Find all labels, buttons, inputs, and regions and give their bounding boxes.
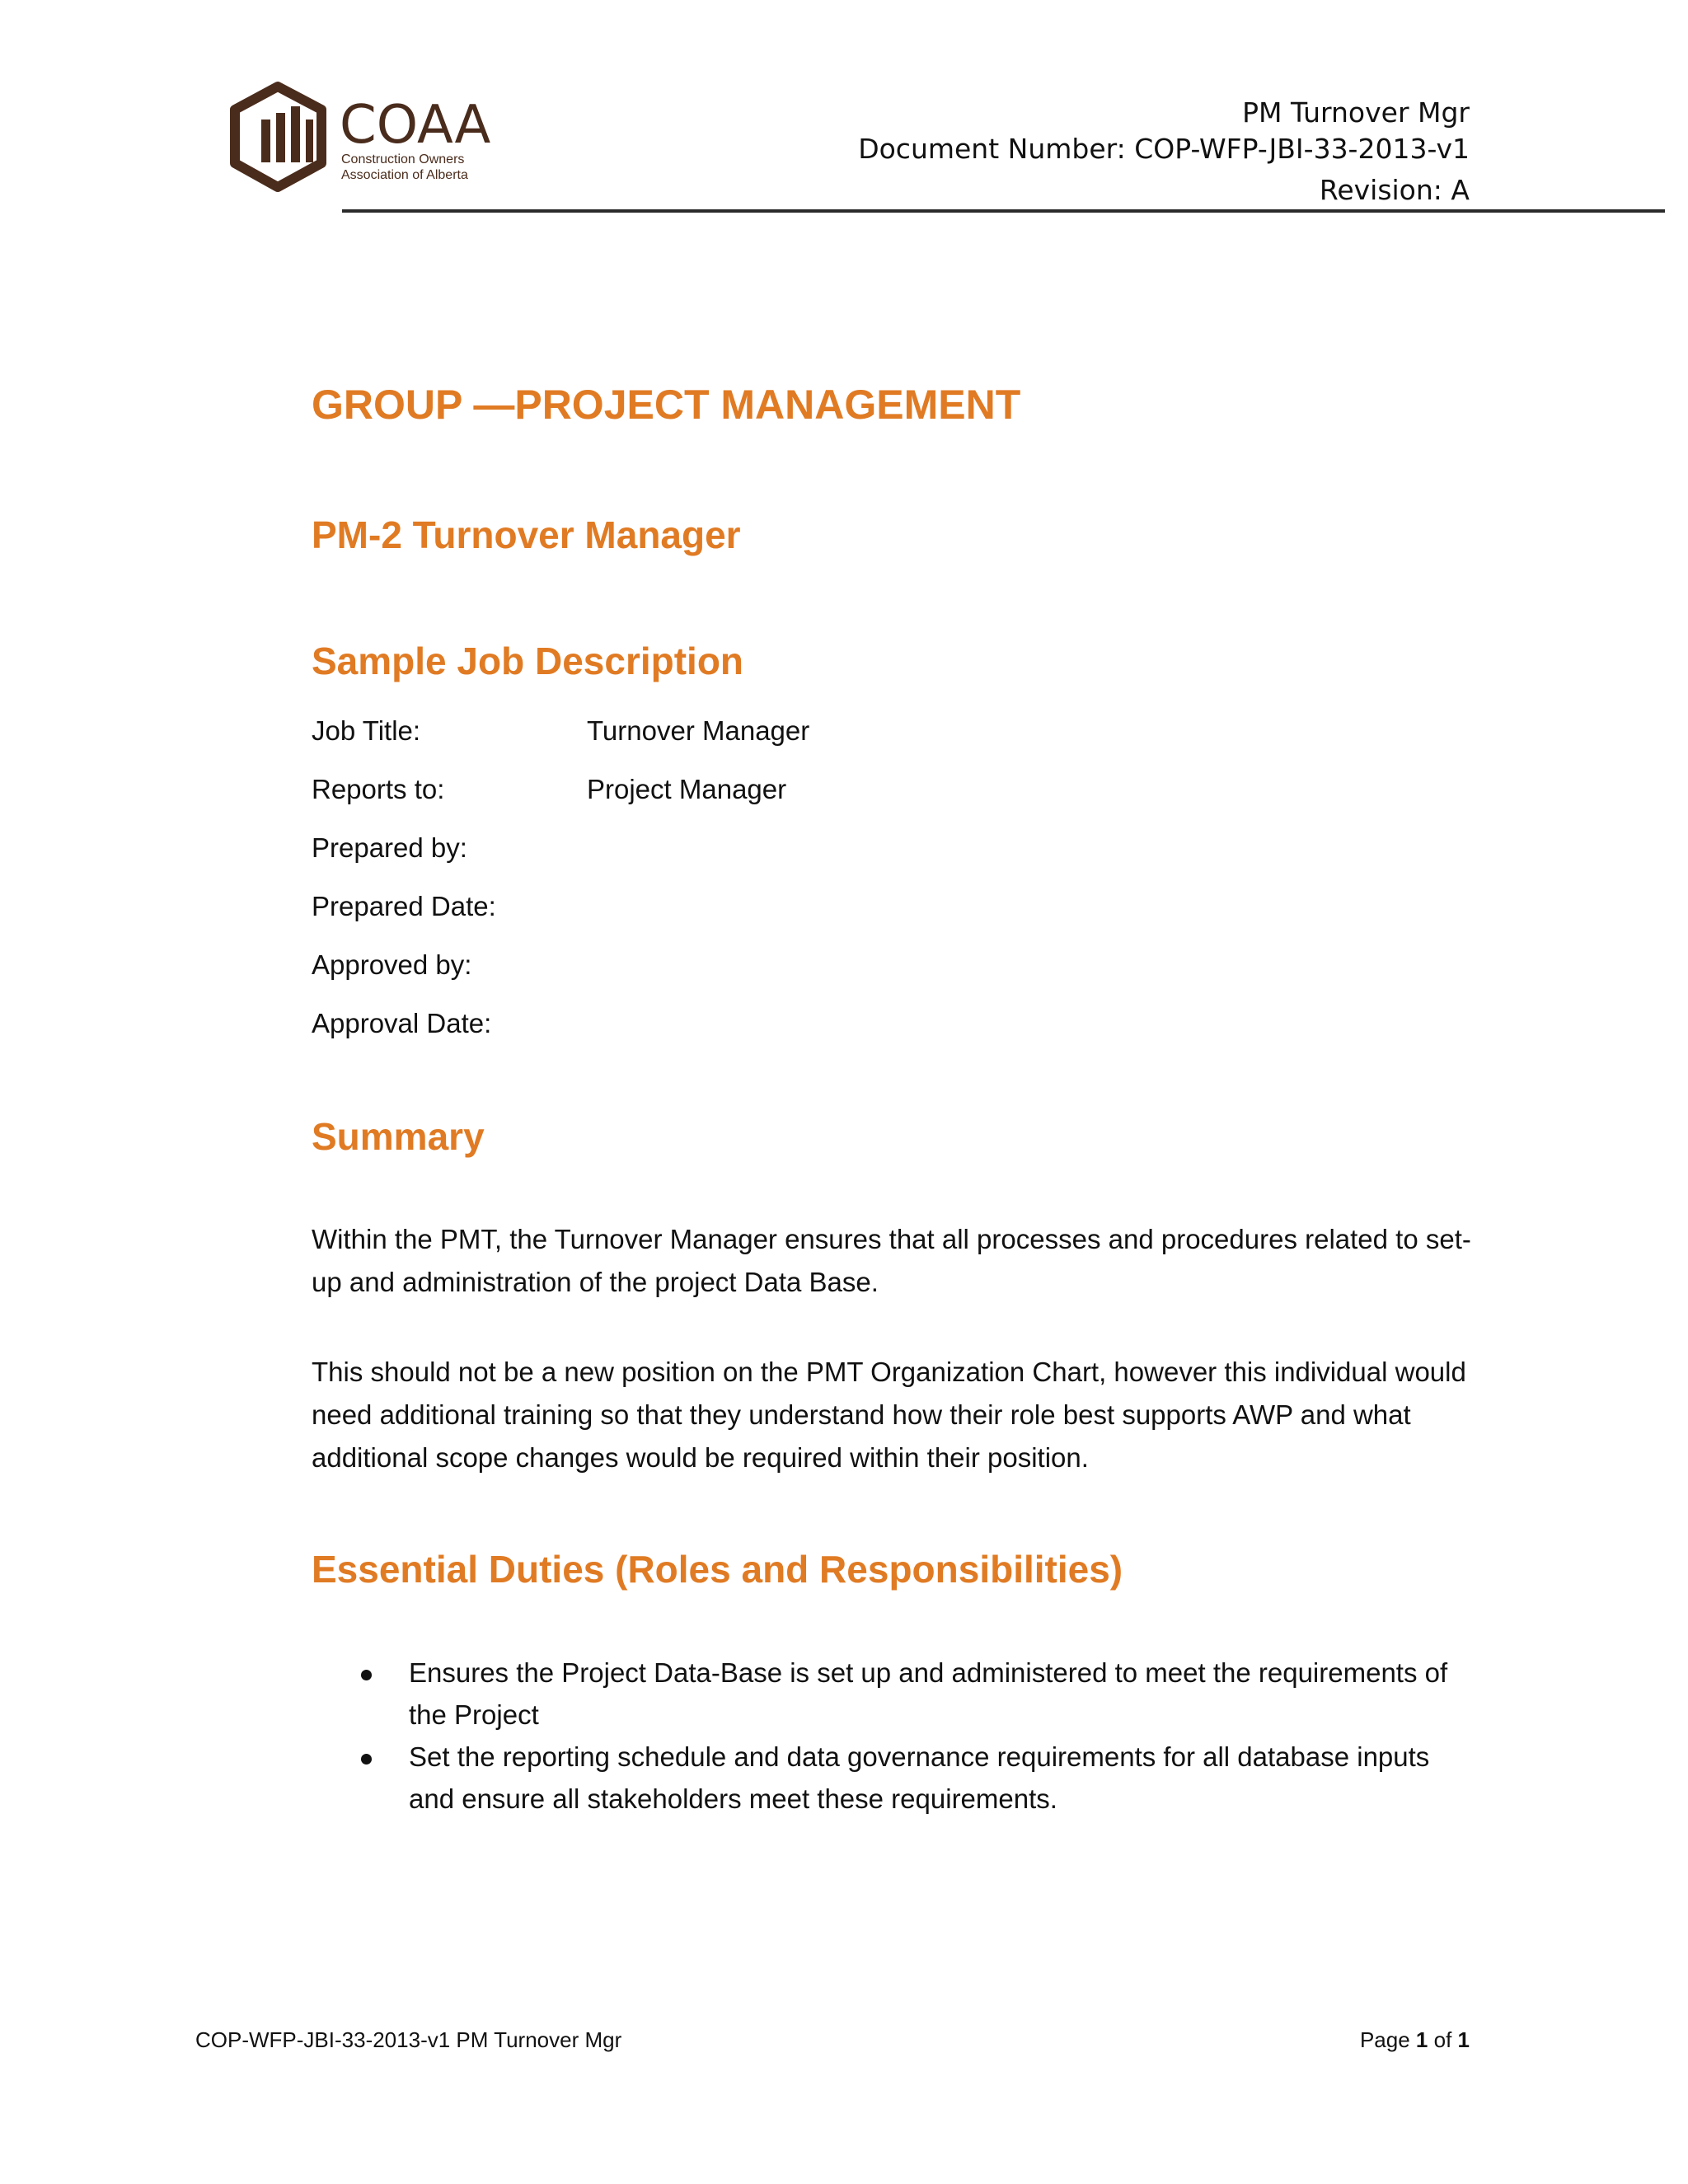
list-item [312,1736,1482,1820]
bullet-icon [361,1754,372,1765]
field-approved-by [312,949,471,981]
sample-heading: Sample Job Description [312,640,744,682]
page-of: of [1433,2027,1452,2052]
revision-line [1320,176,1470,204]
field-label: Approved by: [312,949,472,980]
duty-text: Ensures the Project Data-Base is set up and administered to meet the requirements of the Project [409,1657,1448,1730]
duty-text: Set the reporting schedule and data governance requirements for all database inputs and ensure all stakeholders meet these requirements. [409,1741,1430,1814]
bullet-icon [361,1670,372,1680]
field-prepared-date [312,891,496,922]
footer-doc-id: COP-WFP-JBI-33-2013-v1 PM Turnover Mgr [195,2027,622,2052]
role-heading: PM-2 Turnover Manager [312,513,741,556]
field-value: Turnover Manager [587,715,810,746]
header-divider [342,209,1665,213]
field-label: Job Title: [312,715,421,746]
revision-value: A [1451,174,1470,206]
doc-number: COP-WFP-JBI-33-2013-v1 [1134,133,1470,165]
logo-line1: Construction Owners [341,152,465,166]
logo-line2: Association of Alberta [341,168,468,182]
duties-heading: Essential Duties (Roles and Responsibilities) [312,1548,1123,1591]
page-current: 1 [1415,2027,1428,2052]
field-value: Project Manager [587,774,787,804]
page-total: 1 [1457,2027,1470,2052]
page-label: Page [1359,2027,1410,2052]
field-label: Prepared by: [312,832,467,863]
field-reports-to [312,774,787,805]
field-label: Reports to: [312,774,445,804]
revision-label: Revision: [1319,174,1442,206]
doc-title: PM Turnover Mgr [1242,96,1470,129]
field-job-title [312,715,810,747]
doc-number-label: Document Number: [858,133,1126,165]
list-item [312,1652,1482,1736]
summary-paragraph-1: Within the PMT, the Turnover Manager ensures that all processes and procedures related to set-up and administration of the project Data Base. [312,1224,1471,1297]
field-label: Approval Date: [312,1008,492,1038]
logo-name: COAA [340,95,491,156]
field-approval-date [312,1008,491,1039]
summary-paragraph-2: This should not be a new position on the PMT Organization Chart, however this individual would need additional training so that they understand how their role best supports AWP and what additional scope changes would be required within their position. [312,1357,1466,1473]
coaa-logo-mark [227,78,507,202]
field-prepared-by [312,832,467,864]
coaa-logo [227,78,507,202]
duties-list [312,1652,1482,1820]
field-label: Prepared Date: [312,891,496,921]
group-heading: GROUP —PROJECT MANAGEMENT [312,382,1021,428]
summary-heading: Summary [312,1115,485,1158]
footer-page-number [1360,2027,1470,2053]
doc-number-line [858,133,1470,165]
